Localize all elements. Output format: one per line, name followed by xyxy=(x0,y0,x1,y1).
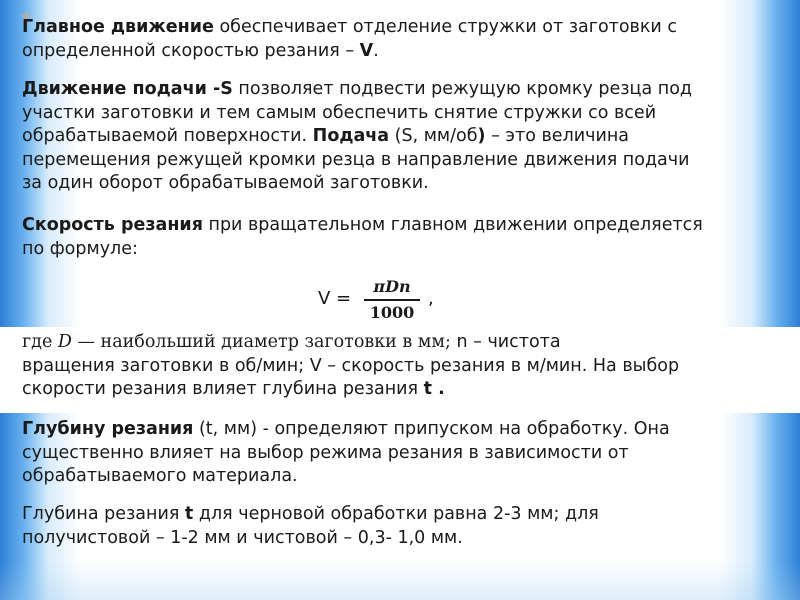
fraction-bar xyxy=(364,299,420,301)
term-cutting-depth: Глубину резания xyxy=(22,419,194,439)
formula-lhs: V = xyxy=(318,288,352,309)
symbol-t: t . xyxy=(423,379,445,399)
formula-numerator: πDn xyxy=(373,277,411,296)
formula-comma: , xyxy=(428,288,434,309)
paragraph-main-motion: Главное движение обеспечивает отделение стружки от заготовки с определенной скоростью резания – V. xyxy=(22,17,677,61)
var-d: D xyxy=(57,332,72,352)
paragraph-cutting-speed: Скорость резания при вращательном главном движении определяется по формуле: xyxy=(22,215,703,259)
term-main-motion: Главное движение xyxy=(22,17,214,37)
paragraph-depth-values: Глубина резания t для черновой обработки равна 2-3 мм; для получистовой – 1-2 мм и чистовой – 0,3- 1,0 мм. xyxy=(22,504,599,548)
paragraph-feed-motion: Движение подачи -S позволяет подвести режущую кромку резца под участки заготовки и тем самым обеспечить снятие стружки со всей обрабатываемой поверхности. Подача (S, мм/об) – это величина перемещения режущей кромки резца в направление движения подачи за один оборот обрабатываемой заготовки. xyxy=(22,79,692,193)
term-cutting-speed: Скорость резания xyxy=(22,215,203,235)
symbol-t-2: t xyxy=(184,504,194,524)
term-feed-motion: Движение подачи -S xyxy=(22,79,233,99)
formula-denominator: 1000 xyxy=(369,302,415,322)
formula-fraction xyxy=(364,276,420,324)
paragraph-cutting-depth: Глубину резания (t, мм) - определяют припуском на обработку. Она существенно влияет на выбор режима резания в зависимости от обрабатываемого материала. xyxy=(22,419,670,486)
paragraph-formula-legend: где D — наибольший диаметр заготовки в мм; n – чистота вращения заготовки в об/мин; V – скорость резания в м/мин. На выбор скорости резания влияет глубина резания t . xyxy=(22,332,680,399)
term-feed: Подача xyxy=(312,126,390,146)
symbol-v: V xyxy=(359,40,374,61)
